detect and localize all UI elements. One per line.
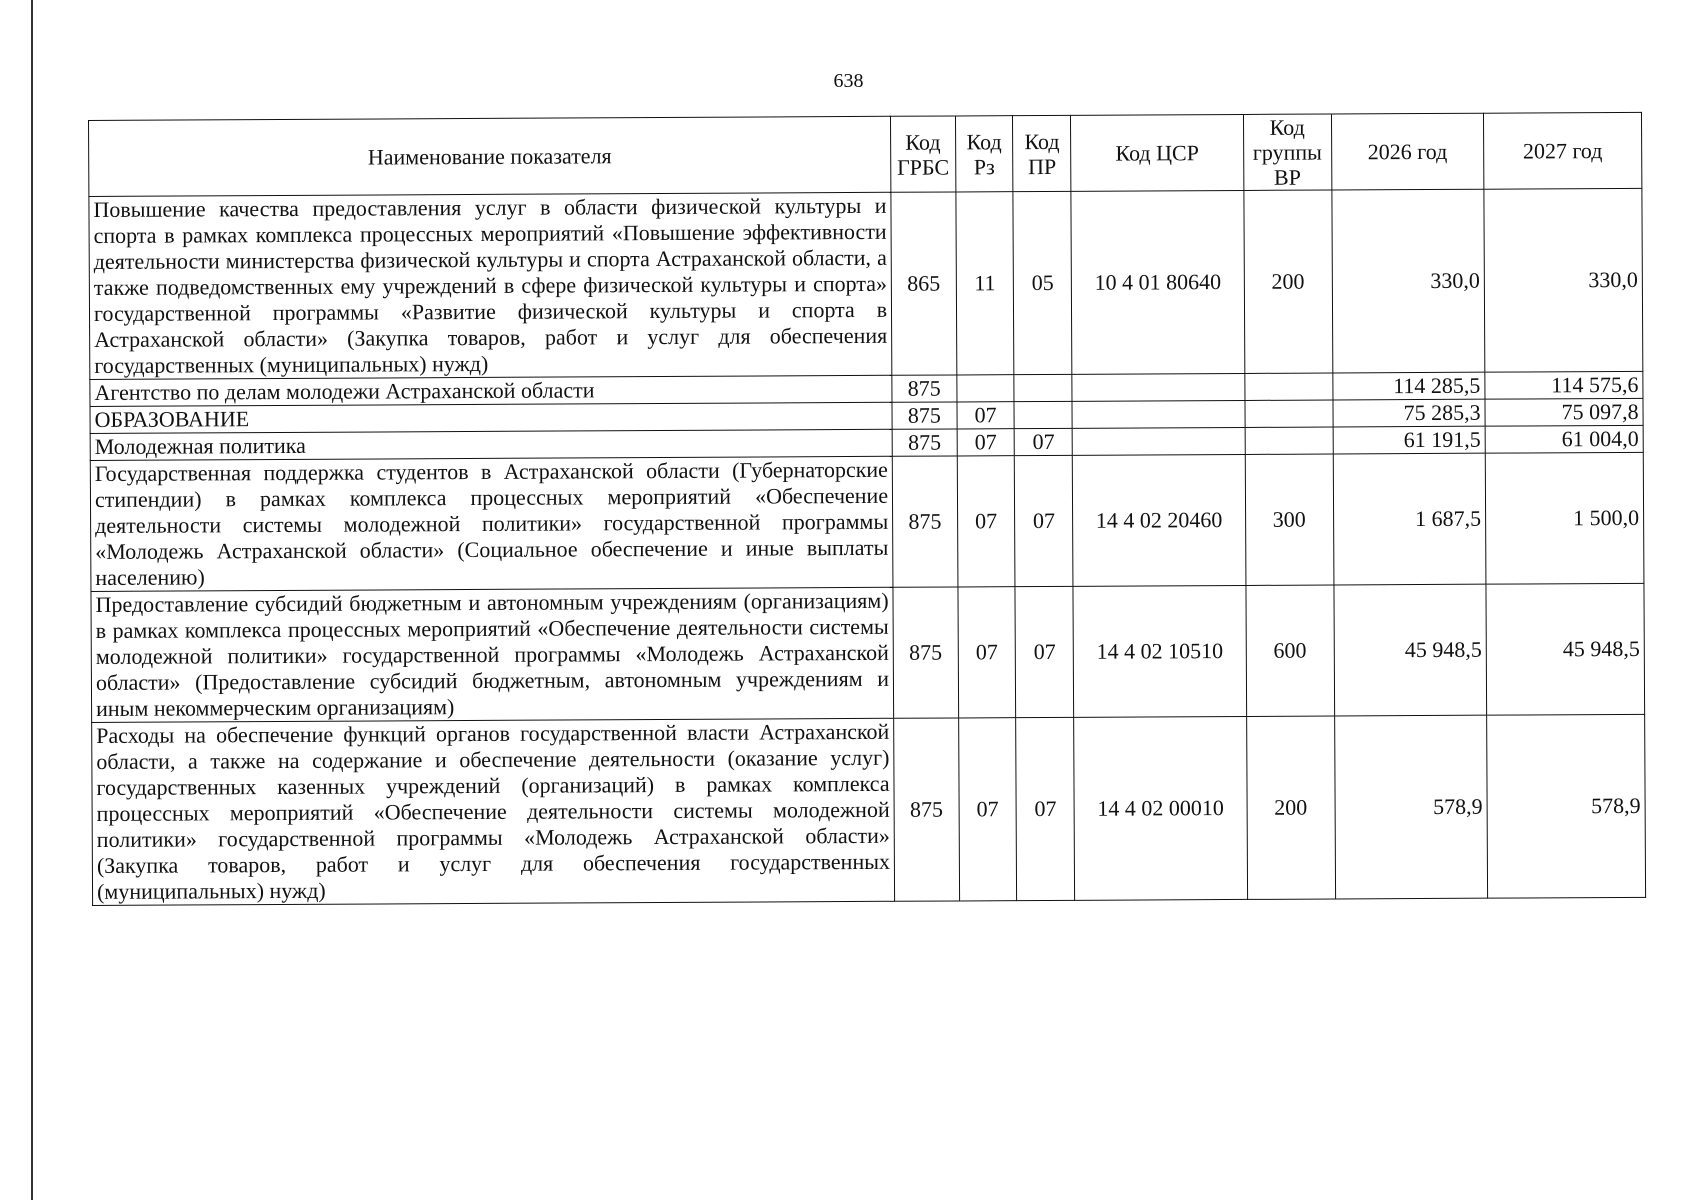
row-grbs: 875	[892, 429, 957, 456]
row-rz: 07	[958, 718, 1017, 901]
row-pr	[1014, 401, 1072, 428]
row-grbs: 875	[892, 375, 957, 402]
row-2027: 578,9	[1487, 714, 1646, 898]
header-name: Наименование показателя	[89, 116, 891, 196]
row-grbs: 865	[891, 192, 956, 375]
row-2027: 61 004,0	[1485, 425, 1643, 453]
page-edge-rule	[31, 0, 33, 1200]
row-pr: 07	[1015, 455, 1074, 586]
row-vr	[1245, 373, 1333, 400]
header-2026: 2026 год	[1331, 113, 1484, 190]
row-2027: 75 097,8	[1485, 398, 1643, 426]
row-csr	[1072, 373, 1245, 401]
table-header-row	[89, 112, 1642, 196]
table-row	[91, 583, 1645, 722]
row-rz	[956, 375, 1014, 402]
row-rz: 07	[957, 402, 1015, 429]
row-grbs: 875	[892, 402, 957, 429]
table-row	[89, 188, 1643, 379]
row-name: Предоставление субсидий бюджетным и автономным учреждениям (организациям) в рамках комплекса процессных мероприятий «Обеспечение деятельности системы молодежной политики» государственной программы «Молодежь Астраханской области» (Предоставление субсидий бюджетным, автономным учреждениям и иным некоммерческим организациям)	[91, 587, 894, 722]
row-rz: 07	[957, 456, 1016, 587]
row-vr	[1245, 400, 1333, 427]
row-name: Расходы на обеспечение функций органов государственной власти Астраханской области, а также на содержание и обеспечение деятельности (оказание услуг) государственных казенных учреждений (организаций) в рамках комплекса процессных мероприятий «Обеспечение деятельности системы молодежной политики» государственной программы «Молодежь Астраханской области» (Закупка товаров, работ и услуг для обеспечения государственных (муниципальных) нужд)	[92, 718, 895, 905]
row-pr: 07	[1015, 428, 1073, 455]
header-grbs: Код ГРБС	[891, 116, 956, 192]
row-vr: 300	[1245, 454, 1334, 585]
header-pr: Код ПР	[1013, 115, 1071, 191]
row-pr: 07	[1016, 717, 1075, 900]
row-2027: 330,0	[1484, 188, 1643, 372]
row-csr: 10 4 01 80640	[1071, 190, 1244, 374]
row-2027: 1 500,0	[1485, 452, 1644, 584]
row-vr: 600	[1246, 585, 1335, 716]
table-row	[92, 714, 1646, 905]
header-rz: Код Рз	[955, 116, 1013, 192]
row-2026: 578,9	[1334, 715, 1487, 899]
row-pr: 05	[1013, 191, 1072, 374]
row-2026: 330,0	[1331, 189, 1484, 373]
row-csr	[1072, 400, 1245, 428]
row-2026: 114 285,5	[1332, 372, 1485, 400]
row-grbs: 875	[893, 587, 958, 718]
row-pr: 07	[1015, 586, 1074, 717]
row-pr	[1014, 374, 1072, 401]
row-2026: 1 687,5	[1333, 453, 1486, 585]
row-rz: 07	[957, 429, 1015, 456]
row-name: Агентство по делам молодежи Астраханской области	[90, 375, 892, 406]
page-number: 638	[833, 70, 864, 92]
row-csr: 14 4 02 10510	[1073, 585, 1246, 717]
row-grbs: 875	[894, 718, 959, 901]
row-name: Молодежная политика	[90, 429, 892, 460]
row-csr: 14 4 02 20460	[1073, 454, 1246, 586]
row-name: Государственная поддержка студентов в Астраханской области (Губернаторские стипендии) в рамках комплекса процессных мероприятий «Обеспечение деятельности системы молодежной политики» государственной программы «Молодежь Астраханской области» (Социальное обеспечение и иные выплаты населению)	[90, 456, 893, 591]
header-vr: Код группы ВР	[1243, 114, 1331, 190]
table-row	[90, 452, 1644, 591]
row-csr	[1072, 427, 1245, 455]
row-csr: 14 4 02 00010	[1074, 716, 1247, 900]
row-2026: 61 191,5	[1333, 426, 1486, 454]
row-rz: 11	[955, 192, 1014, 375]
row-vr	[1245, 427, 1333, 454]
row-2027: 45 948,5	[1486, 583, 1645, 715]
row-rz: 07	[958, 587, 1017, 718]
header-2027: 2027 год	[1483, 112, 1641, 189]
row-name: Повышение качества предоставления услуг в области физической культуры и спорта в рамках комплекса процессных мероприятий «Повышение эффективности деятельности министерства физической культуры и спорта Астраханской области, а также подведомственных ему учреждений в сфере физической культуры и спорта» государственной программы «Развитие физической культуры и спорта в Астраханской области» (Закупка товаров, работ и услуг для обеспечения государственных (муниципальных) нужд)	[89, 192, 892, 379]
header-csr: Код ЦСР	[1071, 114, 1244, 191]
row-2026: 75 285,3	[1333, 399, 1486, 427]
row-2027: 114 575,6	[1485, 371, 1643, 399]
row-vr: 200	[1244, 190, 1333, 373]
row-2026: 45 948,5	[1334, 584, 1487, 716]
row-grbs: 875	[892, 456, 957, 587]
budget-table	[88, 112, 1646, 906]
row-name: ОБРАЗОВАНИЕ	[90, 402, 892, 433]
row-vr: 200	[1246, 716, 1335, 899]
